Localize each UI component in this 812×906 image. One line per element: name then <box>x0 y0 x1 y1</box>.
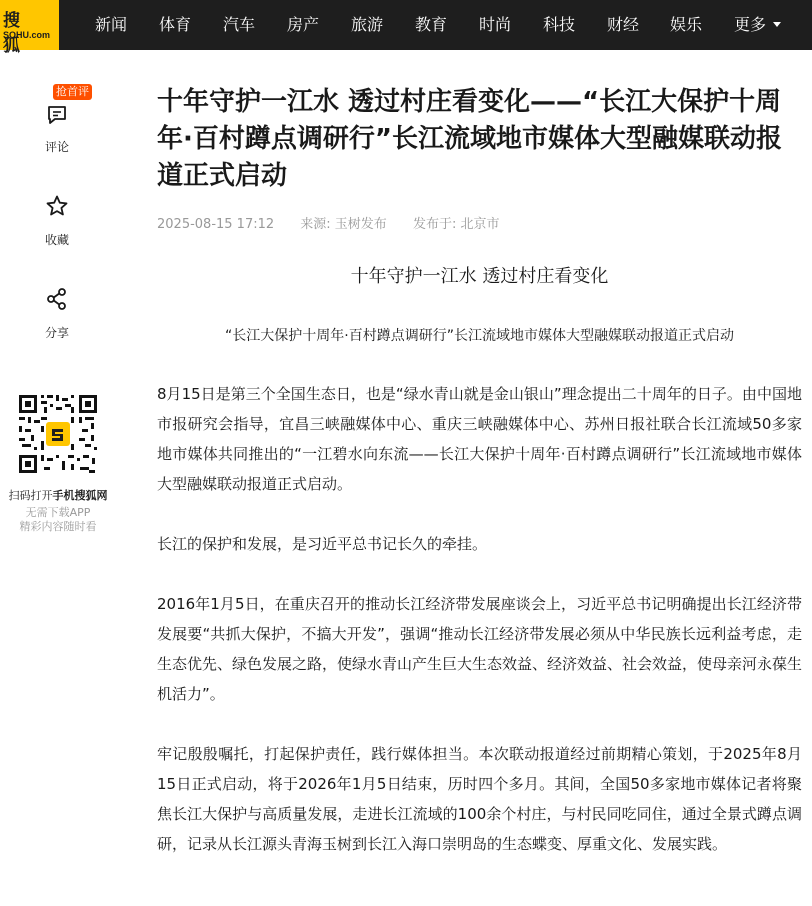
logo-domain: SOHU.com <box>3 30 51 40</box>
nav-more-label: 更多 <box>734 15 767 34</box>
article-subtitle: 十年守护一江水 透过村庄看变化 <box>350 266 609 287</box>
caret-down-icon <box>773 22 781 27</box>
comment-button[interactable] <box>33 85 89 155</box>
article-subtitle-secondary: “长江大保护十周年·百村蹲点调研行”长江流域地市媒体大型融媒联动报道正式启动 <box>225 328 734 344</box>
article-paragraph: 2016年1月5日，在重庆召开的推动长江经济带发展座谈会上，习近平总书记明确提出长江经济带发展要“共抓大保护，不搞大开发”，强调“推动长江经济带发展必须从中华民族长远利益考虑，走生态优先、绿色发展之路，使绿水青山产生巨大生态效益、经济效益、社会效益，使母亲河永葆生机活力”。 <box>157 595 803 703</box>
share-icon-wrap <box>33 276 81 322</box>
nav-item-travel[interactable]: 旅游 <box>351 15 384 34</box>
publish-location: 发布于: 北京市 <box>412 217 500 232</box>
favorite-label: 收藏 <box>44 233 69 247</box>
qr-code-image <box>17 393 99 475</box>
nav-item-tech[interactable]: 科技 <box>543 15 576 34</box>
favorite-button[interactable] <box>33 183 81 248</box>
qr-subcaption-1: 无需下载APP <box>25 506 91 519</box>
nav-item-finance[interactable]: 财经 <box>607 15 640 34</box>
top-nav-bar <box>0 0 812 56</box>
article-paragraph: 8月15日是第三个全国生态日，也是“绿水青山就是金山银山”理念提出二十周年的日子。由中国地市报研究会指导，宜昌三峡融媒体中心、重庆三峡融媒体中心、苏州日报社联合长江流域50多家地市媒体共同推出的“一江碧水向东流——长江大保护十周年·百村蹲点调研行”长江流域地市媒体大型融媒联动报道正式启动。 <box>157 385 802 493</box>
nav-item-house[interactable]: 房产 <box>287 15 320 34</box>
share-icon <box>45 287 69 311</box>
nav-item-auto[interactable]: 汽车 <box>223 15 256 34</box>
nav-item-entertainment[interactable]: 娱乐 <box>670 15 703 34</box>
comment-icon <box>46 104 68 126</box>
share-button[interactable] <box>33 276 81 341</box>
logo-text: 搜 狐 <box>3 11 26 56</box>
sohu-logo[interactable] <box>0 0 59 56</box>
star-icon <box>45 194 69 218</box>
article-title: 十年守护一江水 透过村庄看变化——“长江大保护十周年·百村蹲点调研行”长江流域地市媒体大型融媒联动报道正式启动 <box>157 87 782 191</box>
qr-subcaption-2: 精彩内容随时看 <box>19 520 97 533</box>
qr-caption-bold: 手机搜狐网 <box>52 489 108 502</box>
nav-item-fashion[interactable]: 时尚 <box>479 15 512 34</box>
article-source[interactable]: 来源: 玉树发布 <box>300 217 387 232</box>
comment-icon-wrap <box>33 85 89 136</box>
nav-item-education[interactable]: 教育 <box>415 15 448 34</box>
first-comment-badge: 抢首评 <box>53 84 92 100</box>
article-paragraph: 牢记殷殷嘱托，打起保护责任，践行媒体担当。本次联动报道经过前期精心策划，于2025年8月15日正式启动，将于2026年1月5日结束，历时四个多月。其间，全国50多家地市媒体记者将聚焦长江大保护与高质量发展，走进长江流域的100余个村庄，与村民同吃同住，通过全景式蹲点调研，记录从长江源头青海玉树到长江入海口崇明岛的生态蝶变、厚重文化、发展实践。 <box>157 745 802 853</box>
nav-item-news[interactable]: 新闻 <box>95 15 128 34</box>
qr-caption-prefix: 扫码打开 <box>8 489 53 502</box>
qr-caption <box>0 487 116 503</box>
comment-label: 评论 <box>44 140 69 154</box>
article-paragraph: 长江的保护和发展，是习近平总书记长久的牵挂。 <box>157 535 488 553</box>
publish-time: 2025-08-15 17:12 <box>157 217 275 232</box>
favorite-icon-wrap <box>33 183 81 229</box>
nav-item-sports[interactable]: 体育 <box>159 15 192 34</box>
share-label: 分享 <box>44 326 69 340</box>
nav-more-dropdown[interactable] <box>734 15 781 35</box>
article-meta <box>157 213 521 232</box>
